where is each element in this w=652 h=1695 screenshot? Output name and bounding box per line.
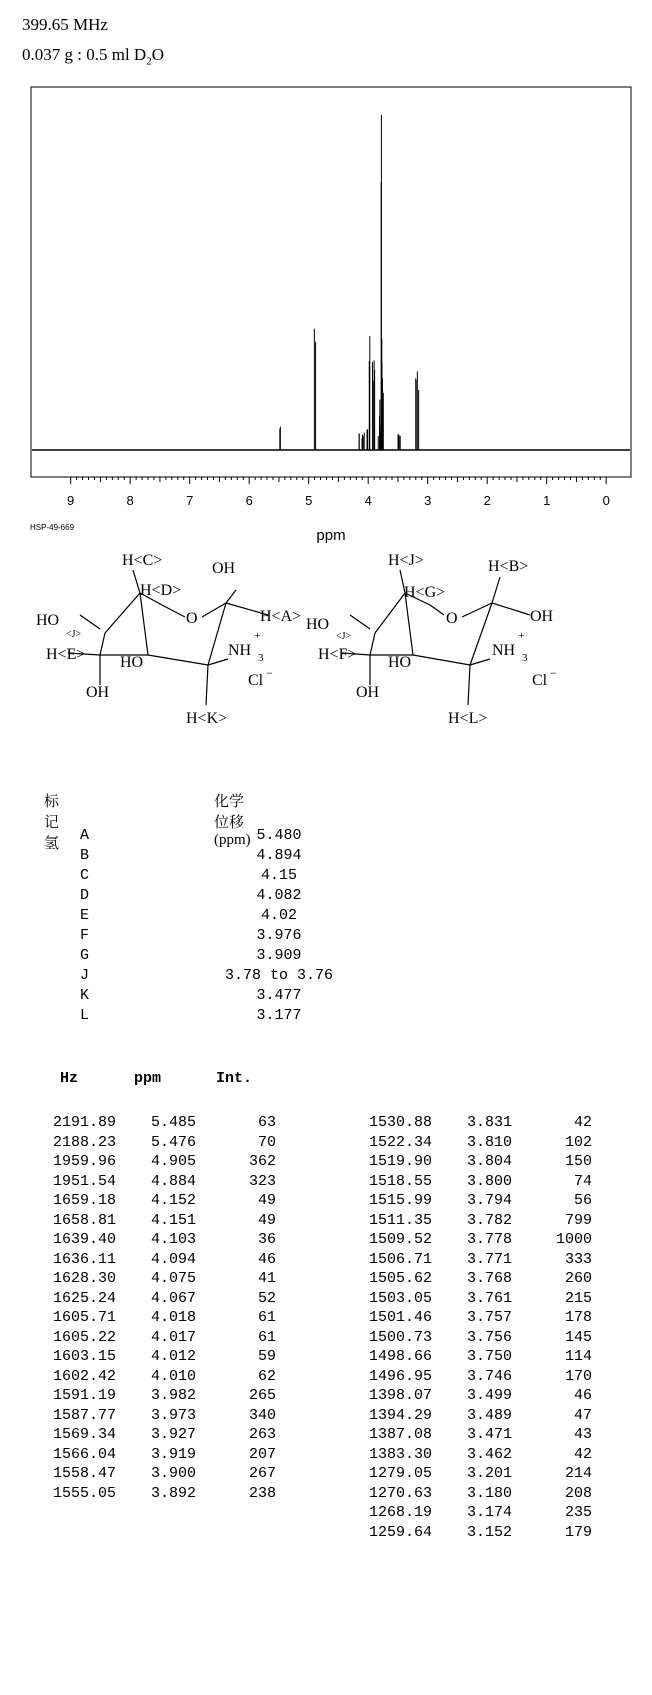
- peak-row: [352, 1250, 612, 1270]
- left-nh-plus: +: [254, 628, 261, 642]
- peak-hz: 2188.23: [52, 1133, 116, 1151]
- peak-row: [352, 1367, 612, 1387]
- peak-int: 323: [248, 1172, 276, 1190]
- right-oh: OH: [530, 608, 554, 625]
- shift-label: E: [80, 907, 90, 924]
- peak-row: [352, 1503, 612, 1523]
- peak-hz: 1659.18: [52, 1192, 116, 1209]
- x-axis-label: ppm: [316, 527, 346, 544]
- peak-ppm: 4.018: [150, 1309, 196, 1326]
- right-nh-sub: 3: [522, 652, 528, 664]
- peak-ppm: 5.476: [150, 1133, 196, 1151]
- peak-hz: 1503.05: [368, 1289, 432, 1307]
- peak-ppm: 3.800: [466, 1172, 512, 1190]
- shift-label: F: [80, 927, 90, 944]
- peak-hz: 2191.89: [52, 1114, 116, 1131]
- peak-int: 56: [573, 1192, 592, 1209]
- peak-int: 150: [564, 1153, 592, 1170]
- peak-row: [352, 1445, 612, 1465]
- peak-table-left: [36, 1113, 296, 1503]
- peak-hz: 1558.47: [52, 1465, 116, 1482]
- peak-hz: 1639.40: [52, 1231, 116, 1248]
- shift-label: L: [80, 1007, 90, 1024]
- peak-row: [36, 1347, 296, 1367]
- peak-int: 267: [248, 1465, 276, 1482]
- col-int-header: Int.: [216, 1070, 253, 1087]
- peak-hz: 1603.15: [52, 1348, 116, 1365]
- peak-int: 59: [257, 1348, 276, 1365]
- peak-hz: 1498.66: [368, 1348, 432, 1365]
- peak-ppm: 3.152: [466, 1523, 512, 1541]
- peak-ppm: 4.151: [150, 1211, 196, 1229]
- right-h-b: H<B>: [488, 558, 529, 575]
- peak-hz: 1268.19: [368, 1504, 432, 1521]
- shift-label: B: [80, 847, 90, 864]
- shift-rows: [44, 826, 364, 1026]
- peaks-layer: [280, 115, 419, 450]
- peak-table-header: [0, 1070, 652, 1092]
- peak-row: [36, 1191, 296, 1211]
- structure-drawings: [0, 552, 652, 765]
- peak-row: [36, 1250, 296, 1270]
- peak-int: 41: [257, 1270, 276, 1287]
- peak-ppm: 3.471: [466, 1426, 512, 1443]
- peak-ppm: 4.152: [150, 1192, 196, 1209]
- peak-hz: 1496.95: [368, 1367, 432, 1385]
- peak-row: [352, 1386, 612, 1406]
- left-h-a: H<A>: [260, 608, 302, 625]
- peak-ppm: 3.782: [466, 1211, 512, 1229]
- peak-int: 340: [248, 1406, 276, 1424]
- peak-int: 238: [248, 1484, 276, 1502]
- peak-ppm: 3.794: [466, 1192, 512, 1209]
- peak-table-right: [352, 1113, 612, 1542]
- peak-hz: 1625.24: [52, 1289, 116, 1307]
- peak-ppm: 4.012: [150, 1348, 196, 1365]
- right-nh-plus: +: [518, 628, 525, 642]
- peak-ppm: 3.746: [466, 1367, 512, 1385]
- peak-ppm: 4.094: [150, 1250, 196, 1268]
- peak-hz: 1398.07: [368, 1387, 432, 1404]
- peak-hz: 1270.63: [368, 1484, 432, 1502]
- sample-amount: 0.037 g : 0.5 ml D: [22, 45, 147, 64]
- left-h-c: H<C>: [122, 552, 163, 569]
- right-h-f: H<F>: [318, 646, 357, 663]
- peak-int: 63: [257, 1114, 276, 1131]
- peak-hz: 1628.30: [52, 1270, 116, 1287]
- shift-value: 4.02: [260, 907, 297, 924]
- frequency-label: 399.65 MHz: [22, 15, 108, 34]
- peak-row: [36, 1211, 296, 1231]
- peak-ppm: 3.778: [466, 1231, 512, 1248]
- peak-hz: 1515.99: [368, 1192, 432, 1209]
- col-ppm-header: ppm: [134, 1070, 162, 1087]
- shift-row: [44, 926, 364, 946]
- peak-row: [36, 1484, 296, 1504]
- peak-row: [352, 1133, 612, 1153]
- peak-int: 62: [257, 1367, 276, 1385]
- peak-int: 207: [248, 1445, 276, 1463]
- right-h-l: H<L>: [448, 710, 488, 727]
- right-j-label: <J>: [336, 631, 352, 642]
- peak-hz: 1383.30: [368, 1445, 432, 1463]
- peak-hz: 1259.64: [368, 1523, 432, 1541]
- peak-ppm: 3.180: [466, 1484, 512, 1502]
- peak-int: 235: [564, 1504, 592, 1521]
- peak-row: [352, 1191, 612, 1211]
- peak-int: 61: [257, 1309, 276, 1326]
- peak-ppm: 4.010: [150, 1367, 196, 1385]
- x-tick-label: 6: [245, 493, 253, 508]
- peak-row: [36, 1133, 296, 1153]
- peak-hz: 1505.62: [368, 1270, 432, 1287]
- peak-ppm: 3.771: [466, 1250, 512, 1268]
- peak-int: 47: [573, 1406, 592, 1424]
- peak-ppm: 4.075: [150, 1270, 196, 1287]
- peak-row: [36, 1464, 296, 1484]
- peak-row: [36, 1425, 296, 1445]
- peak-row: [36, 1230, 296, 1250]
- shift-value: 4.15: [260, 867, 297, 884]
- peak-int: 70: [257, 1133, 276, 1151]
- peak-hz: 1555.05: [52, 1484, 116, 1502]
- peak-int: 265: [248, 1387, 276, 1404]
- x-axis-ticks: [67, 477, 610, 508]
- x-tick-label: 5: [305, 493, 313, 508]
- shift-label: J: [80, 967, 90, 984]
- peak-row: [36, 1172, 296, 1192]
- peak-ppm: 3.892: [150, 1484, 196, 1502]
- peak-hz: 1511.35: [368, 1211, 432, 1229]
- peak-row: [36, 1308, 296, 1328]
- left-cl: Cl: [248, 672, 264, 689]
- peak-ppm: 3.489: [466, 1406, 512, 1424]
- peak-int: 208: [564, 1484, 592, 1502]
- peak-hz: 1951.54: [52, 1172, 116, 1190]
- left-h-e: H<E>: [46, 646, 86, 663]
- shift-header-label: 标记氢: [44, 794, 60, 852]
- peak-hz: 1279.05: [368, 1465, 432, 1482]
- x-tick-label: 8: [126, 493, 134, 508]
- peak-hz: 1509.52: [368, 1231, 432, 1248]
- peak-ppm: 3.927: [150, 1426, 196, 1443]
- sample-label: [22, 40, 164, 76]
- peak-ppm: 4.884: [150, 1172, 196, 1190]
- peak-int: 74: [573, 1172, 592, 1190]
- peak-hz: 1500.73: [368, 1328, 432, 1346]
- peak-ppm: 3.462: [466, 1445, 512, 1463]
- shift-row: [44, 1006, 364, 1026]
- peak-hz: 1522.34: [368, 1133, 432, 1151]
- peak-int: 170: [564, 1367, 592, 1385]
- right-oh-bottom: OH: [356, 684, 380, 701]
- shift-row: [44, 906, 364, 926]
- peak-ppm: 4.067: [150, 1289, 196, 1307]
- peak-ppm: 3.804: [466, 1153, 512, 1170]
- x-tick-label: 0: [602, 493, 610, 508]
- shift-row: [44, 846, 364, 866]
- peak-row: [352, 1289, 612, 1309]
- peak-int: 42: [573, 1445, 592, 1463]
- peak-hz: 1566.04: [52, 1445, 116, 1463]
- peak-int: 260: [564, 1270, 592, 1287]
- peak-hz: 1394.29: [368, 1406, 432, 1424]
- right-h-g: H<G>: [404, 584, 446, 601]
- peak-int: 43: [573, 1426, 592, 1443]
- peak-ppm: 5.485: [150, 1114, 196, 1131]
- peak-hz: 1519.90: [368, 1153, 432, 1170]
- peak-row: [352, 1269, 612, 1289]
- right-h-j: H<J>: [388, 552, 424, 569]
- shift-row: [44, 986, 364, 1006]
- shift-row: [44, 826, 364, 846]
- x-tick-label: 2: [483, 493, 491, 508]
- structure-left: [36, 552, 301, 727]
- peak-row: [36, 1113, 296, 1133]
- shift-value: 5.480: [256, 827, 302, 844]
- peak-ppm: 3.810: [466, 1133, 512, 1151]
- peak-ppm: 3.499: [466, 1387, 512, 1404]
- peak-hz: 1501.46: [368, 1309, 432, 1326]
- shift-row: [44, 886, 364, 906]
- right-ho: HO: [306, 616, 330, 633]
- shift-label: A: [80, 827, 90, 844]
- peak-row: [36, 1445, 296, 1465]
- left-cl-minus: −: [266, 666, 273, 680]
- solvent-tail: O: [151, 45, 164, 64]
- peak-hz: 1587.77: [52, 1406, 116, 1424]
- peak-ppm: 3.973: [150, 1406, 196, 1424]
- x-tick-label: 7: [186, 493, 194, 508]
- shift-value: 4.082: [256, 887, 302, 904]
- peak-int: 179: [564, 1523, 592, 1541]
- peak-hz: 1506.71: [368, 1250, 432, 1268]
- peak-row: [352, 1113, 612, 1133]
- peak-row: [352, 1308, 612, 1328]
- solvent-subscript: 2: [146, 55, 152, 68]
- shift-value: 3.177: [256, 1007, 302, 1024]
- peak-int: 215: [564, 1289, 592, 1307]
- shift-value: 3.976: [256, 927, 302, 944]
- shift-label: C: [80, 867, 90, 884]
- peak-ppm: 3.768: [466, 1270, 512, 1287]
- peak-ppm: 3.756: [466, 1328, 512, 1346]
- peak-int: 214: [564, 1465, 592, 1482]
- peak-ppm: 3.174: [466, 1504, 512, 1521]
- peak-int: 46: [573, 1387, 592, 1404]
- left-h-k: H<K>: [186, 710, 228, 727]
- peak-int: 362: [248, 1153, 276, 1170]
- peak-hz: 1959.96: [52, 1153, 116, 1170]
- peak-ppm: 3.919: [150, 1445, 196, 1463]
- peak-int: 61: [257, 1328, 276, 1346]
- peak-hz: 1605.71: [52, 1309, 116, 1326]
- peak-int: 263: [248, 1426, 276, 1443]
- x-tick-label: 3: [424, 493, 432, 508]
- peak-row: [352, 1425, 612, 1445]
- peak-int: 49: [257, 1192, 276, 1209]
- right-ring-o: O: [446, 610, 458, 627]
- left-nh: NH: [228, 642, 252, 659]
- peak-int: 42: [573, 1114, 592, 1131]
- peak-ppm: 4.103: [150, 1231, 196, 1248]
- peak-row: [352, 1152, 612, 1172]
- peak-int: 46: [257, 1250, 276, 1268]
- shift-value: 3.78 to 3.76: [224, 967, 334, 984]
- spectrum-id: HSP-49-669: [30, 523, 75, 532]
- peak-int: 49: [257, 1211, 276, 1229]
- left-ho: HO: [36, 612, 60, 629]
- peak-ppm: 3.761: [466, 1289, 512, 1307]
- spectrum-header: [22, 10, 164, 76]
- peak-int: 102: [564, 1133, 592, 1151]
- peak-int: 799: [564, 1211, 592, 1229]
- col-hz-header: Hz: [60, 1070, 79, 1087]
- shift-header-shift: 化学位移(ppm): [214, 794, 251, 848]
- peak-row: [352, 1464, 612, 1484]
- right-cl-minus: −: [550, 666, 557, 680]
- x-tick-label: 4: [364, 493, 372, 508]
- peak-int: 52: [257, 1289, 276, 1307]
- peak-row: [36, 1269, 296, 1289]
- peak-row: [352, 1211, 612, 1231]
- left-nh-sub: 3: [258, 652, 264, 664]
- peak-row: [36, 1289, 296, 1309]
- peak-hz: 1602.42: [52, 1367, 116, 1385]
- peak-ppm: 3.900: [150, 1465, 196, 1482]
- shift-label: G: [80, 947, 90, 964]
- peak-int: 145: [564, 1328, 592, 1346]
- peak-row: [36, 1406, 296, 1426]
- peak-ppm: 3.982: [150, 1387, 196, 1404]
- left-oh-bottom: OH: [86, 684, 110, 701]
- peak-hz: 1591.19: [52, 1387, 116, 1404]
- shift-row: [44, 946, 364, 966]
- peak-int: 333: [564, 1250, 592, 1268]
- peak-row: [352, 1172, 612, 1192]
- peak-row: [36, 1386, 296, 1406]
- shift-value: 3.477: [256, 987, 302, 1004]
- peak-ppm: 3.201: [466, 1465, 512, 1482]
- peak-row: [352, 1406, 612, 1426]
- peak-hz: 1518.55: [368, 1172, 432, 1190]
- shift-label: D: [80, 887, 90, 904]
- x-tick-label: 9: [67, 493, 75, 508]
- shift-value: 4.894: [256, 847, 302, 864]
- shift-row: [44, 966, 364, 986]
- peak-ppm: 4.905: [150, 1153, 196, 1170]
- right-nh: NH: [492, 642, 516, 659]
- peak-row: [36, 1367, 296, 1387]
- left-j-label: <J>: [66, 629, 82, 640]
- peak-row: [352, 1347, 612, 1367]
- plot-frame: [31, 87, 631, 477]
- peak-hz: 1569.34: [52, 1426, 116, 1443]
- peak-row: [352, 1523, 612, 1543]
- left-ring-o: O: [186, 610, 198, 627]
- peak-row: [352, 1484, 612, 1504]
- left-h-d: H<D>: [140, 582, 182, 599]
- shift-value: 3.909: [256, 947, 302, 964]
- left-ho-mid: HO: [120, 654, 144, 671]
- peak-ppm: 3.831: [466, 1114, 512, 1131]
- peak-row: [36, 1152, 296, 1172]
- peak-ppm: 3.750: [466, 1348, 512, 1365]
- peak-hz: 1636.11: [52, 1250, 116, 1268]
- right-ho-mid: HO: [388, 654, 412, 671]
- peak-ppm: 4.017: [150, 1328, 196, 1346]
- peak-int: 178: [564, 1309, 592, 1326]
- peak-int: 1000: [555, 1231, 592, 1248]
- peak-row: [352, 1230, 612, 1250]
- peak-hz: 1387.08: [368, 1426, 432, 1443]
- peak-int: 36: [257, 1231, 276, 1248]
- peak-int: 114: [564, 1348, 592, 1365]
- peak-hz: 1530.88: [368, 1114, 432, 1131]
- peak-hz: 1605.22: [52, 1328, 116, 1346]
- x-tick-label: 1: [543, 493, 551, 508]
- right-cl: Cl: [532, 672, 548, 689]
- left-oh-top: OH: [212, 560, 236, 577]
- structure-right: [306, 552, 557, 727]
- peak-hz: 1658.81: [52, 1211, 116, 1229]
- shift-row: [44, 866, 364, 886]
- peak-row: [36, 1328, 296, 1348]
- peak-ppm: 3.757: [466, 1309, 512, 1326]
- peak-row: [352, 1328, 612, 1348]
- shift-label: K: [80, 987, 90, 1004]
